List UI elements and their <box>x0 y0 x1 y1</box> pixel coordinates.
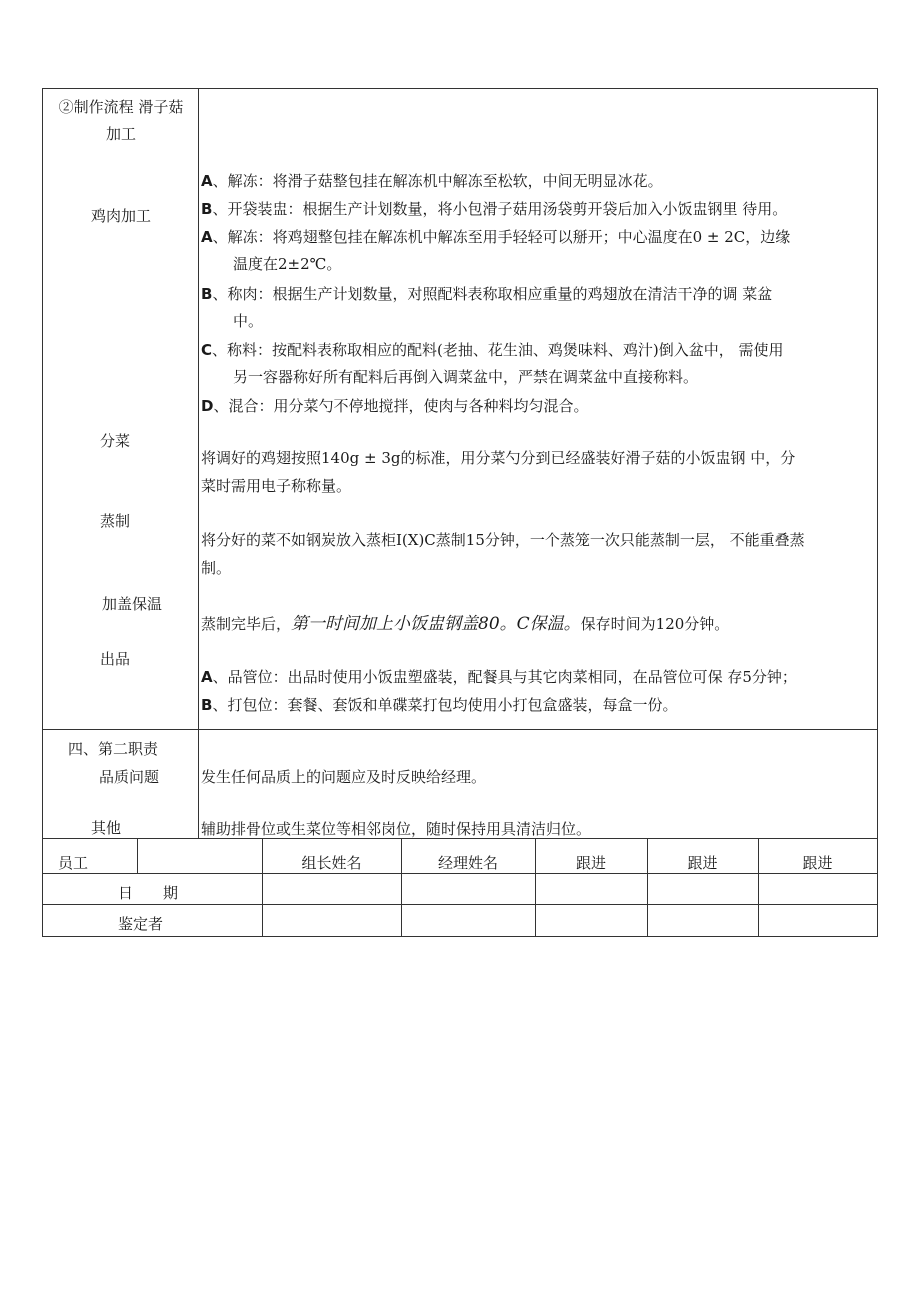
table-border-bottom <box>42 936 878 937</box>
footer-col-1 <box>137 838 138 874</box>
chicken-step-c-cont: 另一容器称好所有配料后再倒入调菜盆中，严禁在调菜盆中直接称料。 <box>233 368 699 386</box>
step-text: 、解冻：将鸡翅整包挂在解冻机中解冻至用手轻轻可以掰开；中心温度在0 ± 2C，边缘 <box>212 228 791 246</box>
section4-title: 四、第二职责 <box>67 740 158 758</box>
table-border-top <box>42 88 878 89</box>
section-divider <box>42 729 878 730</box>
step-mark: A <box>201 668 213 686</box>
step-mark: C <box>201 341 213 359</box>
chicken-step-c <box>201 339 784 360</box>
step-mark: A <box>201 172 213 190</box>
step-text: 、开袋装盅：根据生产计划数量，将小包滑子菇用汤袋剪开袋后加入小饭盅钢里 待用。 <box>212 200 788 218</box>
chicken-step-a <box>201 226 790 247</box>
quality-text: 发生任何品质上的问题应及时反映给经理。 <box>201 768 487 786</box>
label-other: 其他 <box>90 819 121 837</box>
label-chicken: 鸡肉加工 <box>90 207 151 225</box>
steam-text-1: 将分好的菜不如钢炭放入蒸柜I(X)C蒸制15分钟，一个蒸笼一次只能蒸制一层， 不能重叠蒸 <box>201 531 805 549</box>
step-text: 、称肉：根据生产计划数量，对照配料表称取相应重量的鸡翅放在清洁干净的调 菜盆 <box>212 285 773 303</box>
column-divider <box>198 88 199 838</box>
chicken-step-b <box>201 283 772 304</box>
cover-text-a: 蒸制完毕后， <box>201 615 292 633</box>
chicken-step-b-cont: 中。 <box>233 312 264 330</box>
mushroom-step-b <box>201 198 787 219</box>
other-text: 辅助排骨位或生菜位等相邻岗位，随时保持用具清洁归位。 <box>201 820 592 838</box>
step-mark: A <box>201 228 213 246</box>
label-quality: 品质问题 <box>98 768 159 786</box>
label-cover: 加盖保温 <box>101 595 162 613</box>
step-text: 、混合：用分菜勺不停地搅拌，使肉与各种料均匀混合。 <box>213 397 589 415</box>
serve-step-a <box>201 666 797 687</box>
footer-follow-1: 跟进 <box>575 854 606 872</box>
footer-divider-2 <box>42 873 878 874</box>
cover-text-b: 第一时间加上小饭盅钢盖80。C保温。 <box>291 614 581 634</box>
step-text: 、品管位：出品时使用小饭盅塑盛装，配餐具与其它肉菜相同，在品管位可保 存5分钟； <box>212 668 797 686</box>
footer-follow-3: 跟进 <box>802 854 833 872</box>
chicken-step-a-cont: 温度在2±2℃。 <box>233 255 342 273</box>
footer-manager: 经理姓名 <box>437 854 498 872</box>
steam-text-2: 制。 <box>201 559 232 577</box>
label-serve: 出品 <box>99 650 130 668</box>
section3-title-line2: 加工 <box>105 125 136 143</box>
cover-text <box>201 609 729 634</box>
footer-assessor: 鉴定者 <box>118 915 164 933</box>
chicken-step-d <box>201 395 588 416</box>
step-text: 、打包位：套餐、套饭和单碟菜打包均使用小打包盒盛装，每盒一份。 <box>212 696 678 714</box>
step-mark: B <box>201 696 213 714</box>
mushroom-step-a <box>201 170 663 191</box>
portion-text-1: 将调好的鸡翅按照140g ± 3g的标准，用分菜勺分到已经盛装好滑子菇的小饭盅钢 中，分 <box>201 449 796 467</box>
table-border-right <box>877 88 878 937</box>
footer-follow-2: 跟进 <box>687 854 718 872</box>
section3-title <box>44 96 198 144</box>
step-mark: B <box>201 200 213 218</box>
section3-title-line1: ②制作流程 滑子菇 <box>58 98 184 116</box>
label-portion: 分菜 <box>99 432 130 450</box>
footer-date: 日 期 <box>118 884 179 902</box>
footer-divider-3 <box>42 904 878 905</box>
step-mark: D <box>201 397 214 415</box>
portion-text-2: 菜时需用电子称称量。 <box>201 477 352 495</box>
step-text: 、解冻：将滑子菇整包挂在解冻机中解冻至松软，中间无明显冰花。 <box>212 172 663 190</box>
serve-step-b <box>201 694 677 715</box>
label-steam: 蒸制 <box>99 512 130 530</box>
footer-leader: 组长姓名 <box>301 854 362 872</box>
cover-text-c: 保存时间为120分钟。 <box>580 615 730 633</box>
footer-employee: 员工 <box>58 854 89 872</box>
step-mark: B <box>201 285 213 303</box>
step-text: 、称料：按配料表称取相应的配料(老抽、花生油、鸡煲味料、鸡汁)倒入盆中， 需使用 <box>212 341 784 359</box>
